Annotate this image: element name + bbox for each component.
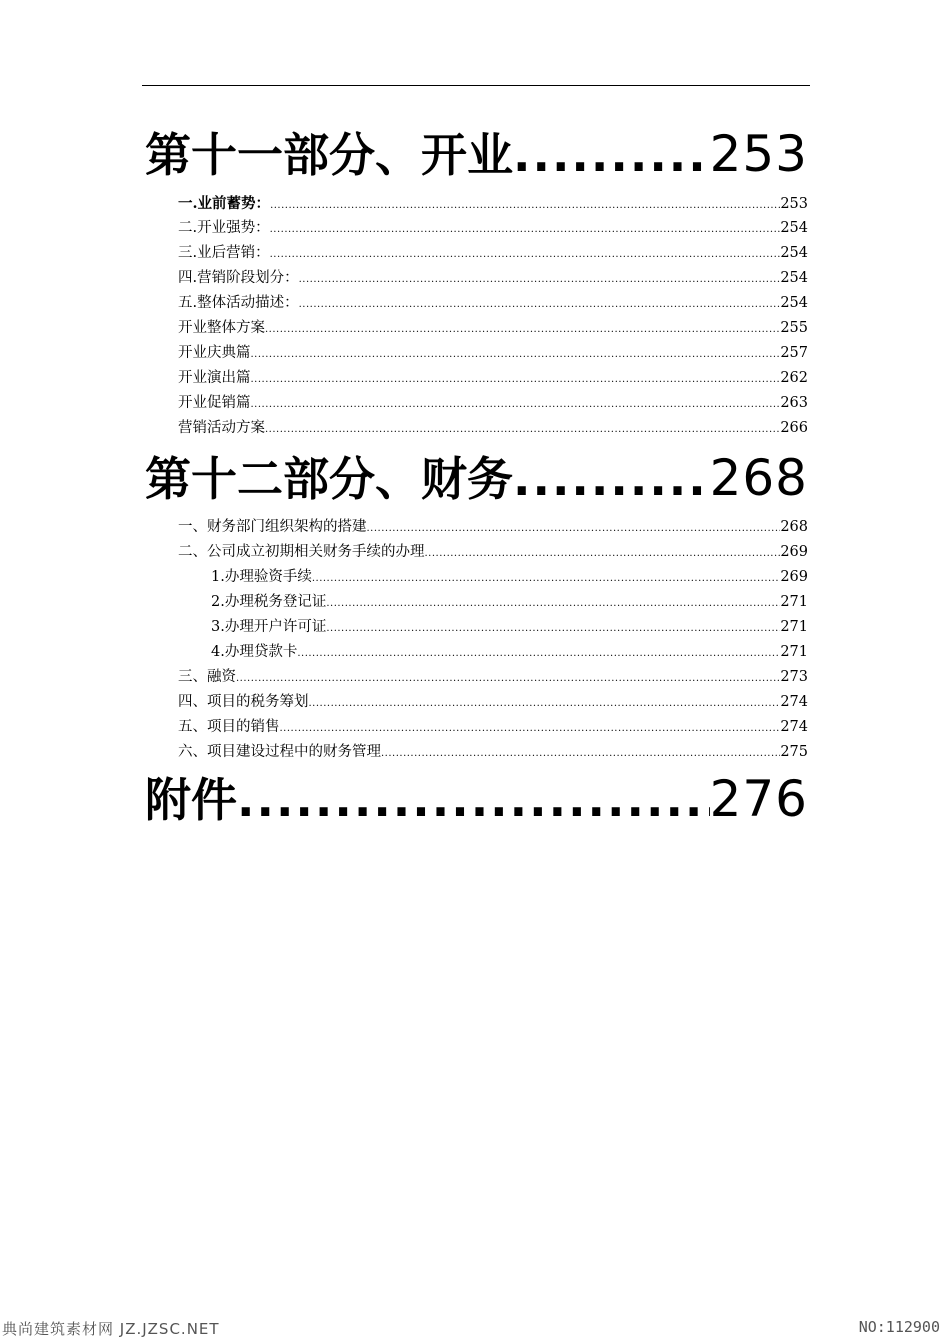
leader-dots (265, 417, 780, 442)
entry-label: 开业庆典篇 (178, 345, 251, 361)
entry-label: 开业促销篇 (178, 395, 251, 411)
leader-dots (270, 193, 780, 218)
entry-label: 二、公司成立初期相关财务手续的办理 (178, 544, 425, 560)
toc-entry[interactable] (145, 665, 808, 690)
toc-entry[interactable] (145, 366, 808, 391)
part-heading[interactable] (145, 122, 808, 186)
toc-appendix (145, 767, 808, 831)
leader-dots (367, 516, 781, 541)
toc-entry[interactable] (145, 191, 808, 216)
toc-part-12 (145, 446, 808, 765)
part-page: 276 (709, 770, 808, 828)
watermark-site: 典尚建筑素材网 JZ.JZSC.NET (2, 1320, 220, 1338)
toc-entry[interactable] (145, 391, 808, 416)
part-title: 第十二部分、财务 (145, 452, 513, 506)
toc-subentry[interactable] (145, 615, 808, 640)
leader-dots (280, 716, 781, 741)
entry-label: 五、项目的销售 (178, 719, 280, 735)
toc-entry[interactable] (145, 241, 808, 266)
entry-page: 254 (780, 245, 808, 261)
entry-label: 二.开业强势： (178, 220, 270, 236)
toc-entry[interactable] (145, 740, 808, 765)
entry-label: 营销活动方案 (178, 420, 265, 436)
entry-page: 269 (780, 569, 808, 585)
leader-dots (326, 591, 780, 616)
entry-page: 257 (780, 345, 808, 361)
entry-page: 253 (780, 196, 808, 212)
entry-page: 268 (780, 519, 808, 535)
toc-entry[interactable] (145, 316, 808, 341)
header-rule (142, 85, 810, 86)
toc-entry[interactable] (145, 216, 808, 241)
leader-dots (381, 741, 780, 766)
entry-label: 四.营销阶段划分： (178, 270, 299, 286)
entry-page: 254 (780, 295, 808, 311)
entry-page: 271 (780, 594, 808, 610)
entry-label: 四、项目的税务筹划 (178, 694, 309, 710)
part-page: 253 (709, 125, 808, 183)
entry-label: 开业演出篇 (178, 370, 251, 386)
leader-dots (251, 392, 781, 417)
leader-dots (425, 541, 781, 566)
toc-subentry[interactable] (145, 590, 808, 615)
entry-label: 一.业前蓄势： (178, 195, 271, 212)
toc-entry[interactable] (145, 715, 808, 740)
entry-page: 274 (780, 694, 808, 710)
entry-page: 254 (780, 220, 808, 236)
toc-entry[interactable] (145, 515, 808, 540)
entry-page: 262 (780, 370, 808, 386)
entry-label: 2.办理税务登记证 (211, 594, 327, 610)
entry-page: 255 (780, 320, 808, 336)
entry-page: 263 (780, 395, 808, 411)
entry-page: 274 (780, 719, 808, 735)
entry-page: 271 (780, 644, 808, 660)
entry-label: 五.整体活动描述： (178, 295, 299, 311)
leader-dots (299, 292, 781, 317)
leader-dots (251, 367, 781, 392)
toc-entry[interactable] (145, 540, 808, 565)
toc-entry[interactable] (145, 341, 808, 366)
leader-dots (312, 566, 780, 591)
leader-dots (251, 342, 781, 367)
part-heading[interactable] (145, 446, 808, 510)
entry-page: 275 (780, 744, 808, 760)
leader-dots (265, 317, 780, 342)
leader-dots (297, 641, 780, 666)
toc-subentry[interactable] (145, 565, 808, 590)
toc-entry[interactable] (145, 690, 808, 715)
leader-dots (270, 217, 781, 242)
watermark-number: NO:112900 (858, 1318, 940, 1336)
part-title: 第十一部分、开业 (145, 128, 513, 182)
entry-page: 269 (780, 544, 808, 560)
part-page: 268 (709, 449, 808, 507)
entry-label: 1.办理验资手续 (211, 569, 312, 585)
leader-dots (237, 768, 710, 832)
leader-dots (309, 691, 781, 716)
leader-dots (299, 267, 781, 292)
entry-page: 254 (780, 270, 808, 286)
entry-label: 一、财务部门组织架构的搭建 (178, 519, 367, 535)
leader-dots (326, 616, 780, 641)
entry-label: 3.办理开户许可证 (211, 619, 327, 635)
entry-label: 开业整体方案 (178, 320, 265, 336)
toc-entry[interactable] (145, 266, 808, 291)
entry-label: 三、融资 (178, 669, 236, 685)
entry-label: 六、项目建设过程中的财务管理 (178, 744, 381, 760)
toc-entry[interactable] (145, 416, 808, 441)
part-title: 附件 (145, 773, 237, 827)
leader-dots (270, 242, 781, 267)
entry-page: 271 (780, 619, 808, 635)
part-heading[interactable] (145, 767, 808, 831)
entry-label: 4.办理贷款卡 (211, 644, 298, 660)
entry-page: 266 (780, 420, 808, 436)
toc-subentry[interactable] (145, 640, 808, 665)
toc-part-11 (145, 122, 808, 441)
entry-label: 三.业后营销： (178, 245, 270, 261)
entry-page: 273 (780, 669, 808, 685)
toc-entry[interactable] (145, 291, 808, 316)
leader-dots (236, 666, 780, 691)
leader-dots (513, 447, 710, 511)
leader-dots (513, 123, 710, 187)
